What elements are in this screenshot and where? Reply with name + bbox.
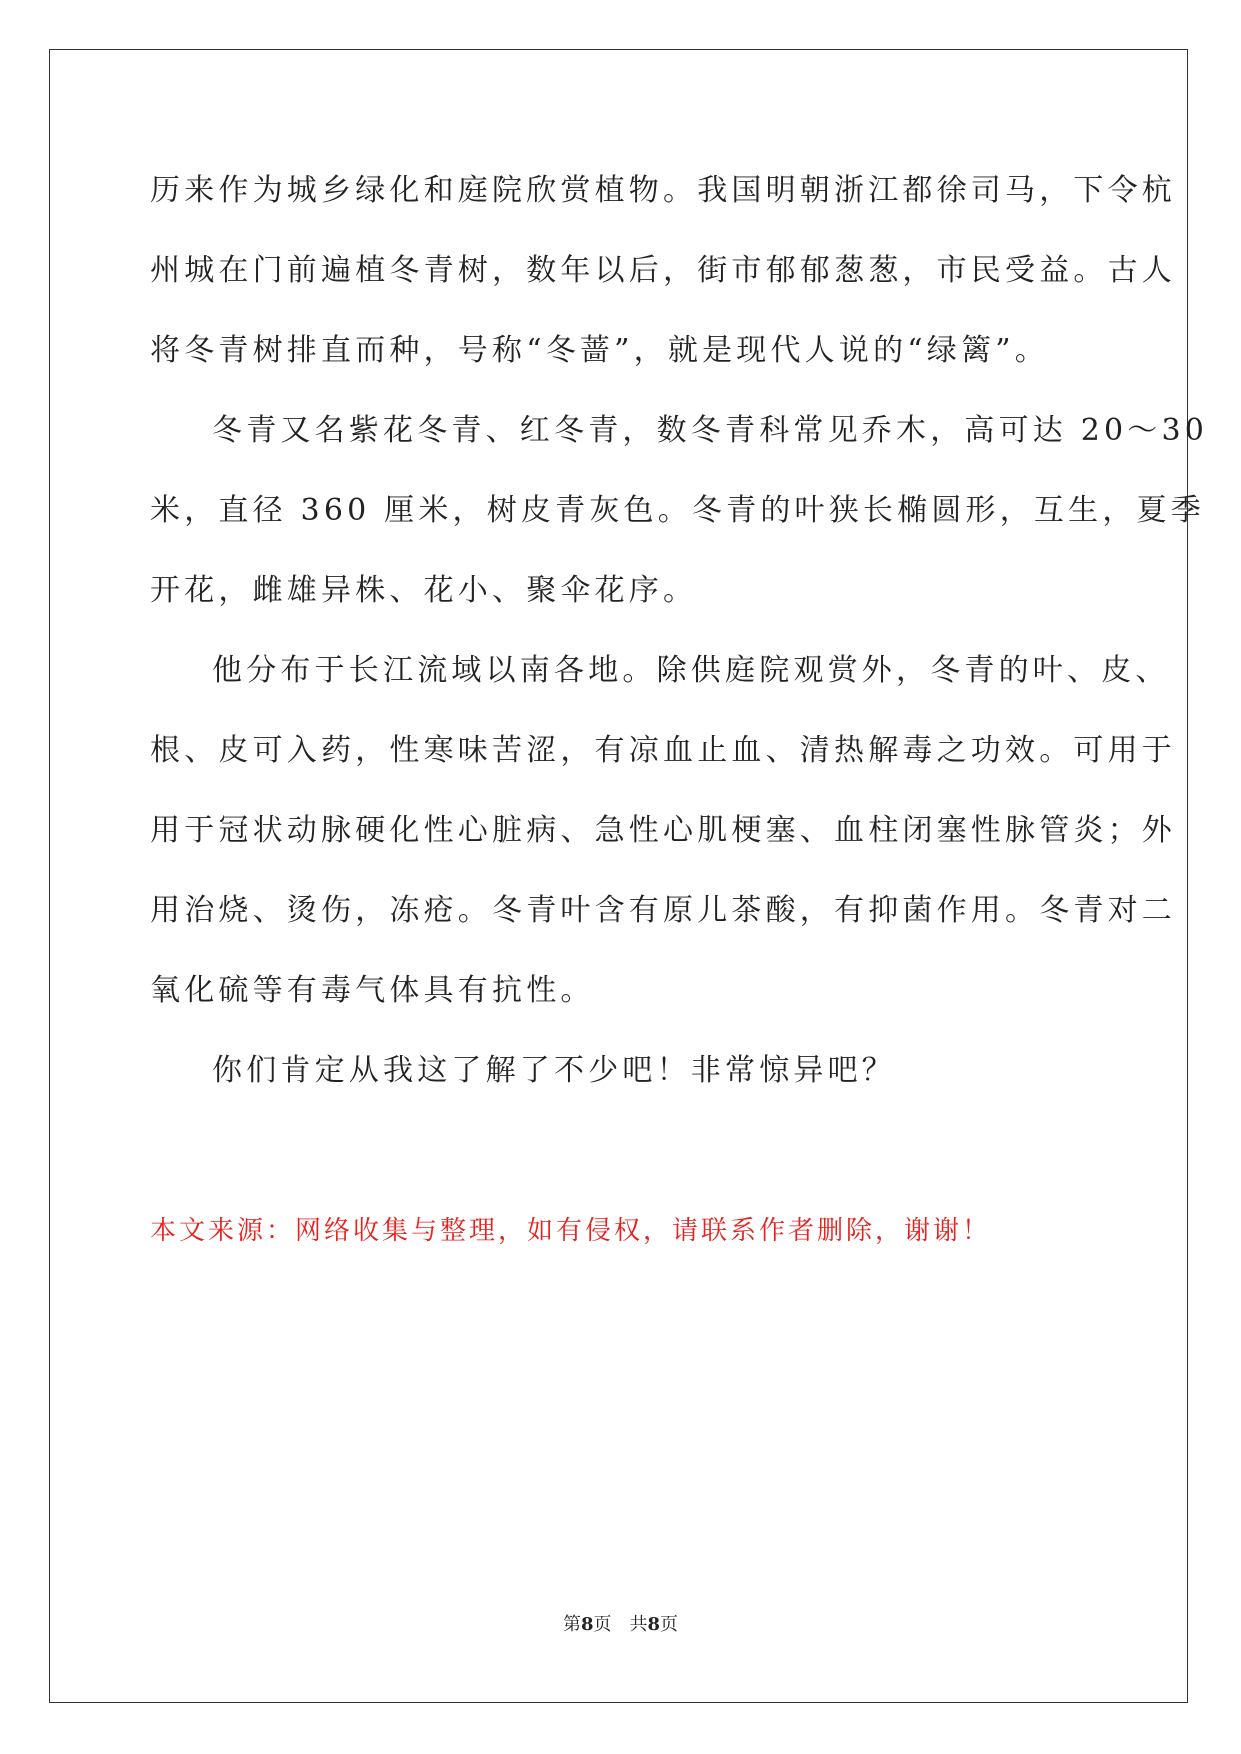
footer-total-pages: 8 <box>647 1614 661 1635</box>
paragraph-4-line-1: 你们肯定从我这了解了不少吧！非常惊异吧？ <box>212 1053 896 1088</box>
paragraph-1-line-1: 历来作为城乡绿化和庭院欣赏植物。我国明朝浙江都徐司马，下令杭 <box>150 173 1176 208</box>
footer-suffix: 页 <box>660 1614 679 1635</box>
paragraph-3-line-2: 根、皮可入药，性寒味苦涩，有凉血止血、清热解毒之功效。可用于 <box>150 733 1176 768</box>
paragraph-2-line-3: 开花，雌雄异株、花小、聚伞花序。 <box>150 573 698 608</box>
page-footer <box>0 1610 1241 1636</box>
paragraph-3-line-5: 氧化硫等有毒气体具有抗性。 <box>150 973 595 1008</box>
paragraph-2-line-2: 米，直径 360 厘米，树皮青灰色。冬青的叶狭长椭圆形，互生，夏季 <box>150 493 1205 528</box>
paragraph-2-line-1: 冬青又名紫花冬青、红冬青，数冬青科常见乔木，高可达 20～30 <box>212 413 1209 448</box>
paragraph-3-line-4: 用治烧、烫伤，冻疮。冬青叶含有原儿茶酸，有抑菌作用。冬青对二 <box>150 893 1176 928</box>
footer-middle: 页 共 <box>593 1614 648 1635</box>
footer-prefix: 第 <box>562 1614 581 1635</box>
page-border <box>49 49 1188 1703</box>
paragraph-1-line-3: 将冬青树排直而种，号称“冬蔷”，就是现代人说的“绿篱”。 <box>150 333 1049 368</box>
paragraph-3-line-3: 用于冠状动脉硬化性心脏病、急性心肌梗塞、血柱闭塞性脉管炎；外 <box>150 813 1176 848</box>
source-note: 本文来源：网络收集与整理，如有侵权，请联系作者删除，谢谢！ <box>150 1216 992 1246</box>
paragraph-1-line-2: 州城在门前遍植冬青树，数年以后，街市郁郁葱葱，市民受益。古人 <box>150 253 1176 288</box>
paragraph-3-line-1: 他分布于长江流域以南各地。除供庭院观赏外，冬青的叶、皮、 <box>212 653 1170 688</box>
footer-page-number: 8 <box>580 1614 594 1635</box>
